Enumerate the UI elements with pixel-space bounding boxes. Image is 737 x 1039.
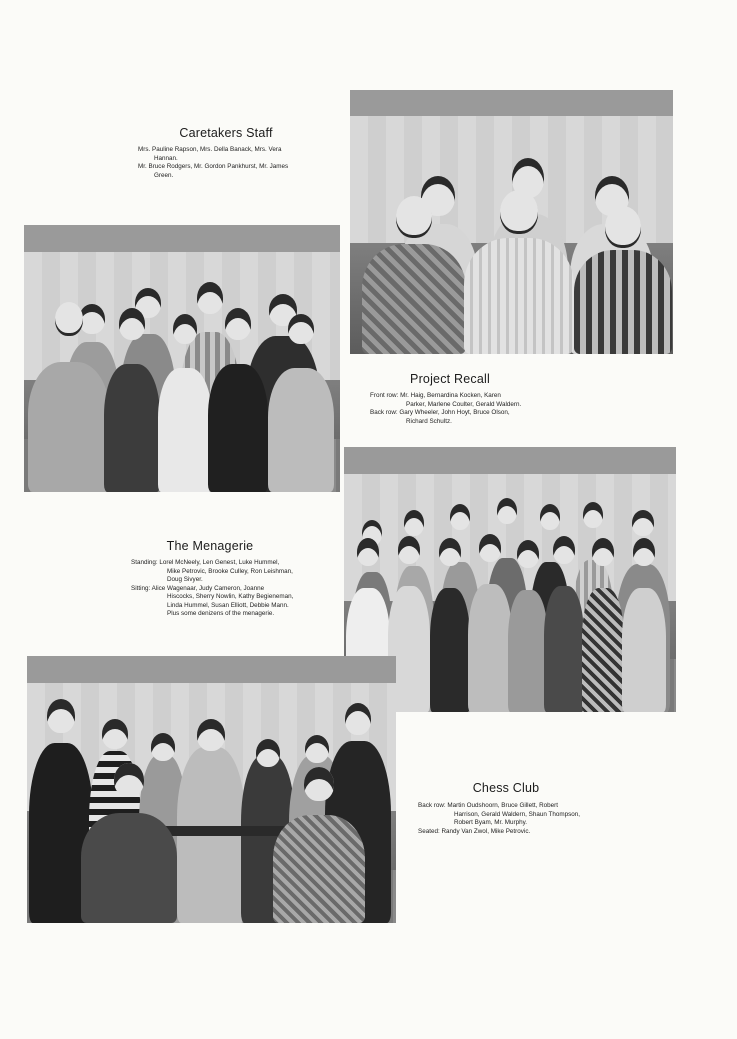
caretakers-title: Caretakers Staff: [179, 126, 273, 140]
caption-line: Robert Byam, Mr. Murphy.: [454, 819, 528, 826]
project-recall-title: Project Recall: [410, 372, 490, 386]
caption-line: Mike Petrovic, Brooke Culley, Ron Leishman,: [167, 567, 293, 575]
chess-club-caption: [418, 802, 608, 836]
caption-line: Green.: [154, 171, 174, 179]
caption-line: Harrison, Gerald Waldern, Shaun Thompson,: [454, 810, 580, 818]
caption-line: Linda Hummel, Susan Elliott, Debbie Mann.: [167, 601, 289, 609]
caption-line: Front row: Mr. Haig, Bernardina Kocken, Karen: [370, 392, 501, 399]
caption-line: Hannan.: [154, 154, 178, 162]
caption-line: Sitting: Alice Wagenaar, Judy Cameron, Joanne: [131, 584, 265, 592]
caption-line: Back row: Gary Wheeler, John Hoyt, Bruce Olson,: [370, 409, 510, 416]
caption-line: Plus some denizens of the menagerie.: [167, 610, 275, 617]
caption-line: Mrs. Pauline Rapson, Mrs. Della Banack, Mrs. Vera: [138, 146, 282, 153]
caretakers-caption: [138, 146, 320, 180]
project-recall-photo: [24, 225, 340, 492]
caption-line: Mr. Bruce Rodgers, Mr. Gordon Pankhurst, Mr. James: [138, 163, 289, 170]
caption-line: Doug Sivyer.: [167, 576, 203, 583]
caretakers-photo: [350, 90, 673, 354]
caption-line: Back row: Martin Oudshoorn, Bruce Gillett, Robert: [418, 802, 558, 809]
chess-club-title: Chess Club: [472, 781, 540, 795]
caption-line: Richard Schultz.: [406, 417, 452, 425]
menagerie-caption: [131, 559, 321, 619]
caption-line: Seated: Randy Van Zwol, Mike Petrovic.: [418, 827, 531, 835]
project-recall-caption: [370, 392, 560, 426]
caption-line: Parker, Marlene Coulter, Gerald Waldern.: [406, 400, 522, 408]
caption-line: Standing: Lorel McNeely, Len Genest, Luke Hummel,: [131, 559, 280, 566]
caption-line: Hiscocks, Sherry Nowlin, Kathy Begieneman,: [167, 593, 294, 600]
menagerie-title: The Menagerie: [166, 539, 254, 553]
chess-club-photo: [27, 656, 396, 923]
